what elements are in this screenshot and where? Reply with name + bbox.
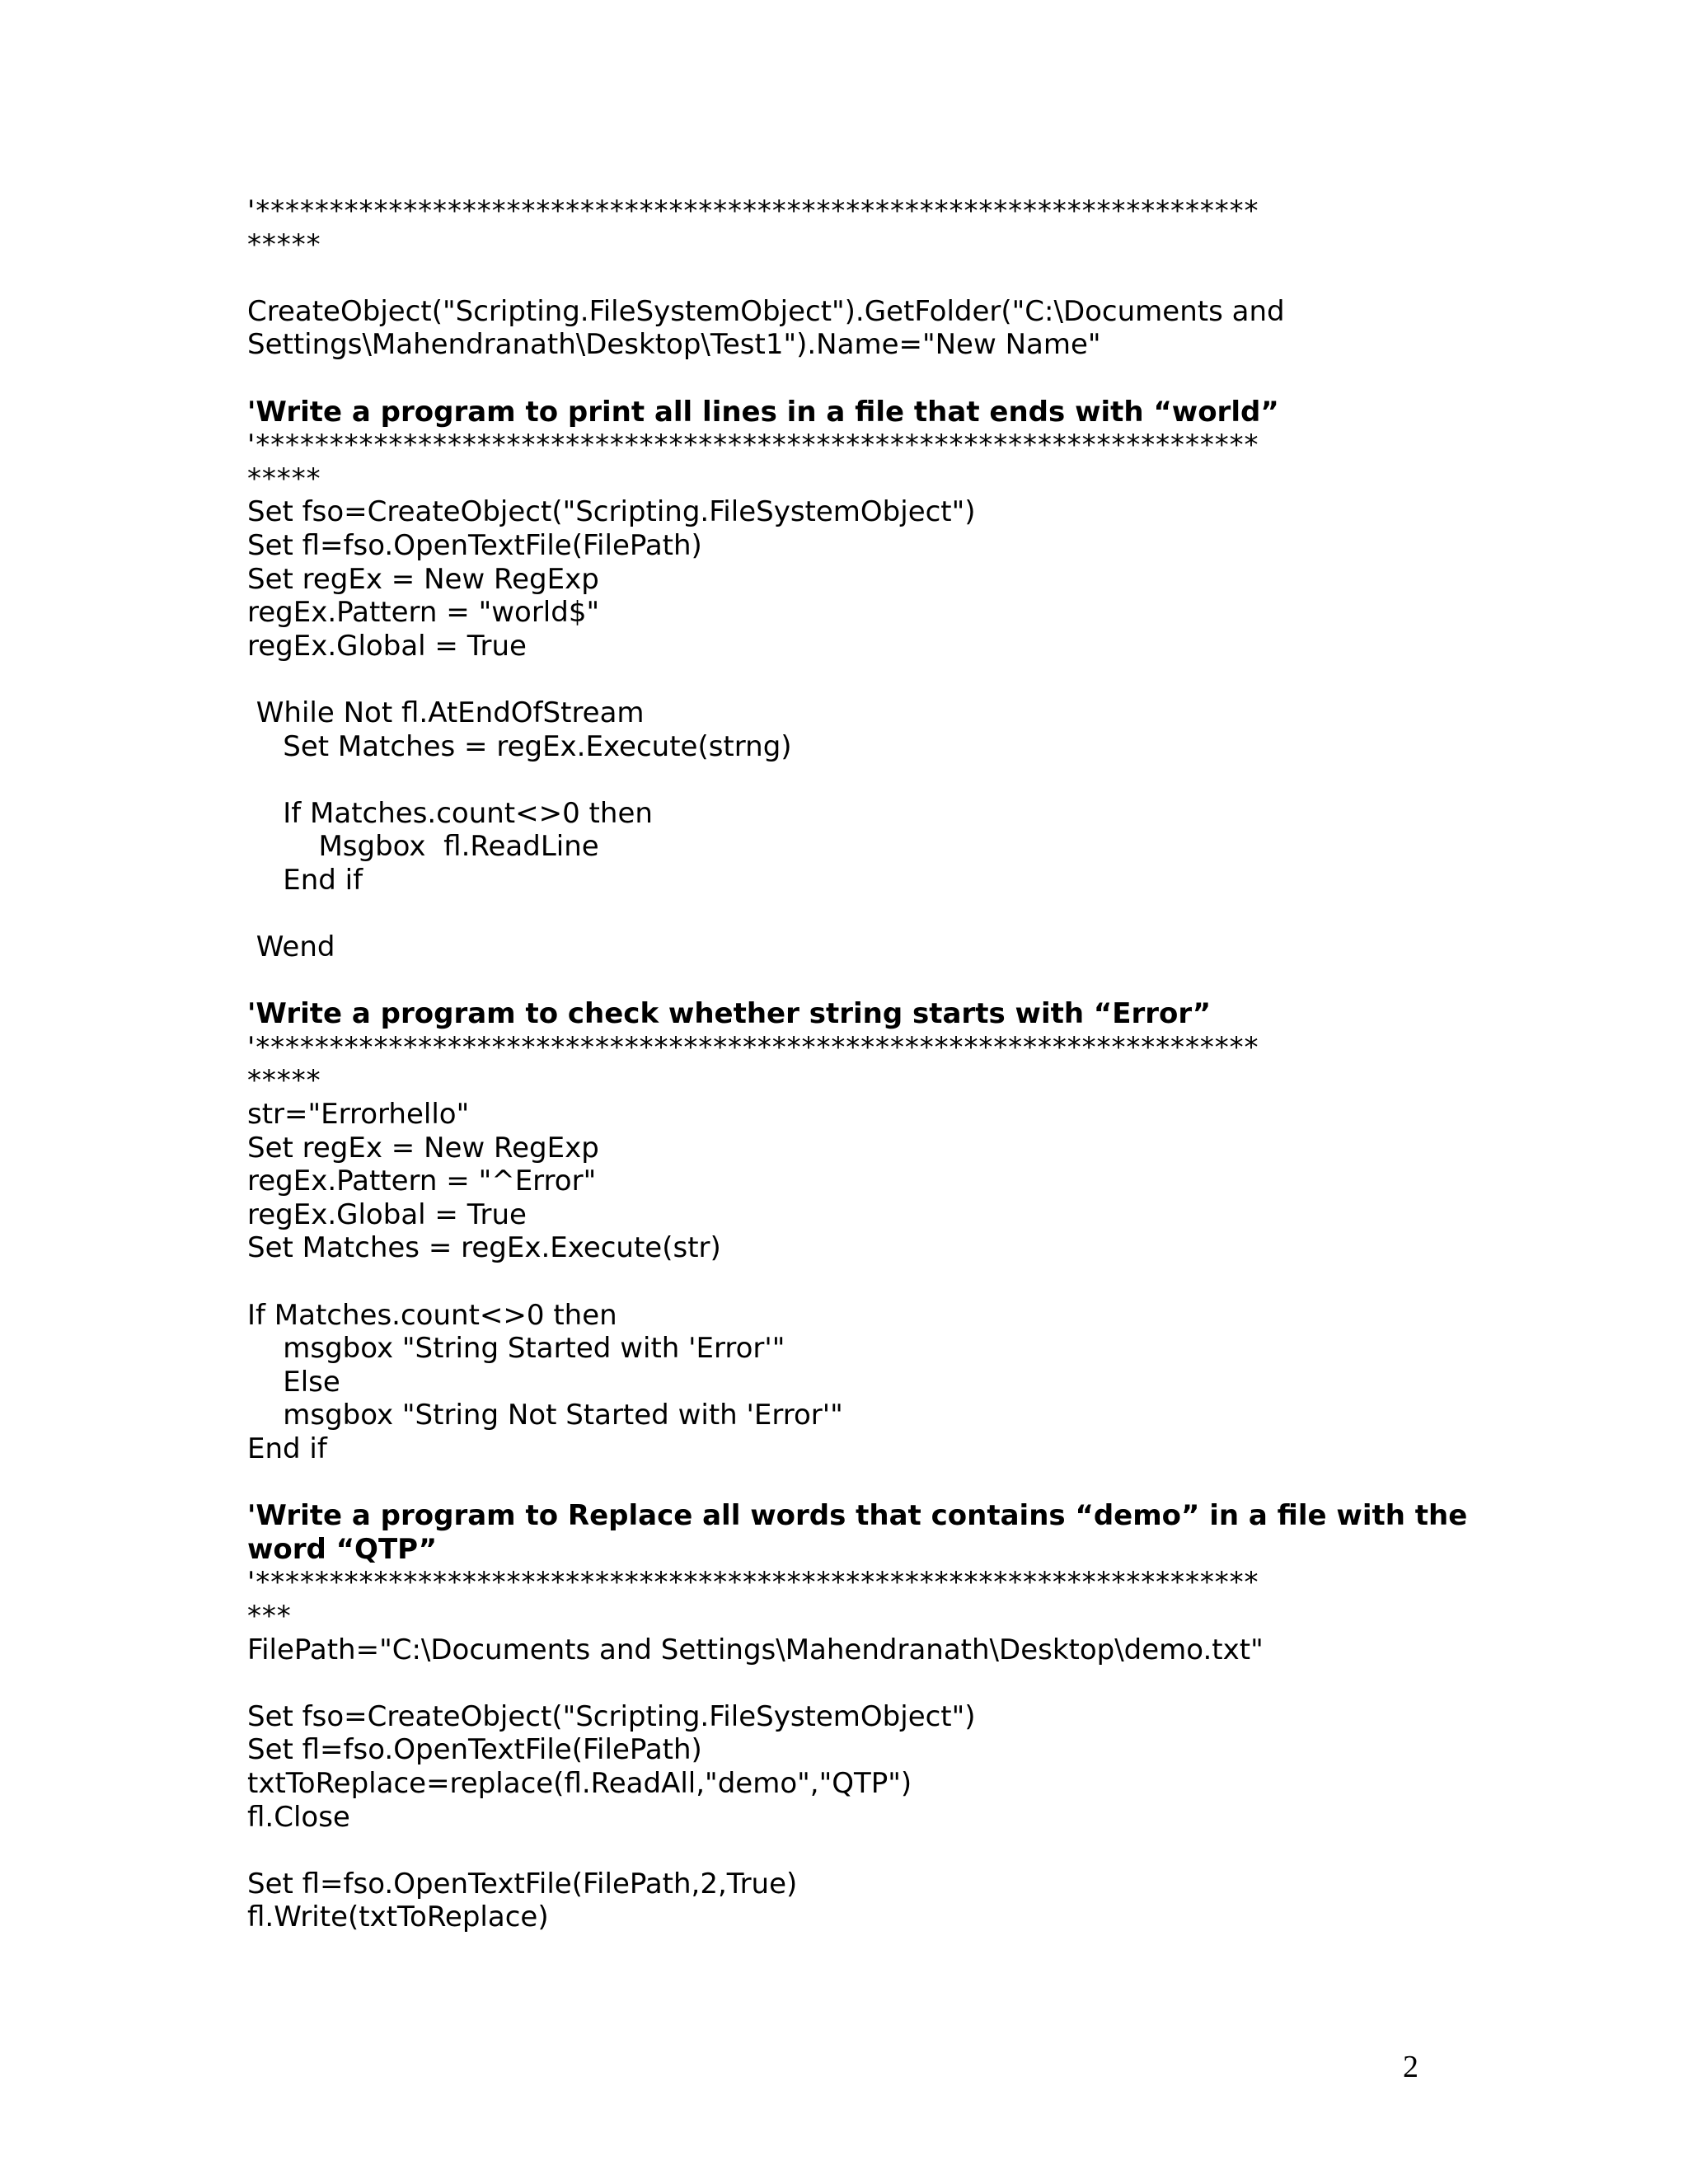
code-line: Set Matches = regEx.Execute(strng) [247, 729, 792, 763]
code-line: regEx.Pattern = "world$" [247, 596, 600, 630]
code-line: Else [247, 1365, 340, 1399]
code-line: End if [247, 1432, 327, 1465]
document-body [247, 194, 1467, 1934]
section-heading: word “QTP” [247, 1532, 438, 1566]
blank-line [247, 1666, 1467, 1700]
blank-line [247, 964, 1467, 998]
section-heading: 'Write a program to Replace all words that contains “demo” in a file with the [247, 1499, 1468, 1533]
code-line: Set fl=fso.OpenTextFile(FilePath,2,True) [247, 1867, 798, 1900]
code-line: FilePath="C:\Documents and Settings\Mahendranath\Desktop\demo.txt" [247, 1633, 1264, 1666]
comment-divider: ***** [247, 1064, 321, 1098]
code-line: If Matches.count<>0 then [247, 1298, 617, 1332]
code-line: fl.Write(txtToReplace) [247, 1900, 549, 1934]
code-line: Set regEx = New RegExp [247, 1131, 599, 1165]
comment-divider: '******************************************************************** [247, 194, 1259, 227]
code-line: Set fso=CreateObject("Scripting.FileSystemObject") [247, 1699, 976, 1733]
blank-line [247, 763, 1467, 797]
code-line: fl.Close [247, 1800, 350, 1834]
code-line: msgbox "String Started with 'Error'" [247, 1332, 785, 1366]
code-line: str="Errorhello" [247, 1098, 470, 1132]
comment-divider: '******************************************************************** [247, 1566, 1259, 1600]
code-line: Set regEx = New RegExp [247, 562, 599, 596]
code-line: Set Matches = regEx.Execute(str) [247, 1231, 721, 1265]
comment-divider: ***** [247, 227, 321, 261]
code-line: If Matches.count<>0 then [247, 796, 653, 830]
code-line: Settings\Mahendranath\Desktop\Test1").Name="New Name" [247, 328, 1101, 362]
blank-line [247, 261, 1467, 295]
section-heading: 'Write a program to print all lines in a file that ends with “world” [247, 395, 1279, 429]
blank-line [247, 362, 1467, 396]
comment-divider: '******************************************************************** [247, 429, 1259, 462]
code-line: Set fl=fso.OpenTextFile(FilePath) [247, 1733, 702, 1767]
blank-line [247, 663, 1467, 696]
comment-divider: *** [247, 1599, 292, 1633]
code-line: regEx.Global = True [247, 629, 527, 663]
code-line: regEx.Pattern = "^Error" [247, 1165, 597, 1198]
code-line: While Not fl.AtEndOfStream [247, 696, 645, 729]
code-line: txtToReplace=replace(fl.ReadAll,"demo","QTP") [247, 1766, 912, 1800]
code-line: Set fso=CreateObject("Scripting.FileSystemObject") [247, 495, 976, 529]
code-line: regEx.Global = True [247, 1197, 527, 1231]
code-line: Msgbox fl.ReadLine [247, 830, 599, 864]
code-line: Set fl=fso.OpenTextFile(FilePath) [247, 528, 702, 562]
section-heading: 'Write a program to check whether string starts with “Error” [247, 997, 1212, 1031]
blank-line [247, 1265, 1467, 1299]
blank-line [247, 897, 1467, 930]
page-number: 2 [1403, 2050, 1418, 2084]
code-line: End if [247, 863, 363, 897]
code-line: CreateObject("Scripting.FileSystemObject").GetFolder("C:\Documents and [247, 294, 1285, 328]
blank-line [247, 1466, 1467, 1500]
comment-divider: ***** [247, 462, 321, 495]
code-line: msgbox "String Not Started with 'Error'" [247, 1399, 843, 1432]
code-line: Wend [247, 930, 335, 964]
comment-divider: '******************************************************************** [247, 1030, 1259, 1064]
blank-line [247, 1834, 1467, 1868]
